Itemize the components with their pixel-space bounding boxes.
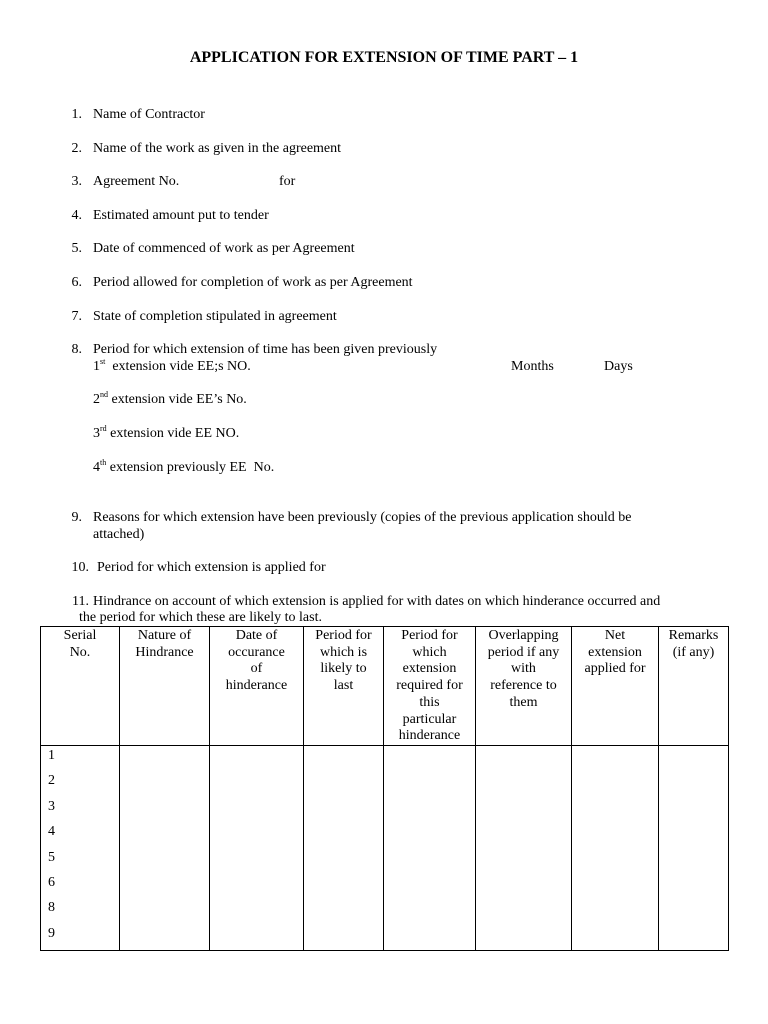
item-label-for: for [279, 174, 296, 189]
item-number: 7. [71, 309, 82, 324]
serial-number: 2 [48, 773, 55, 789]
extension-ordinal: 2 [93, 392, 100, 407]
item-number: 11. [72, 594, 89, 609]
extension-suffix: nd [100, 390, 108, 399]
item-number: 10. [71, 560, 89, 575]
extension-4 [93, 459, 274, 476]
table-header-row [41, 627, 729, 746]
serial-number: 8 [48, 900, 55, 916]
extension-ordinal: 1 [93, 359, 100, 374]
item-number: 5. [71, 241, 82, 256]
item-number: 6. [71, 275, 82, 290]
extension-suffix: rd [100, 424, 107, 433]
item-label: Estimated amount put to tender [93, 208, 269, 223]
days-label: Days [604, 359, 633, 374]
item-number: 9. [71, 510, 82, 525]
extension-suffix: th [100, 458, 107, 467]
item-label: Agreement No. [93, 174, 180, 189]
extension-label: extension previously EE No. [106, 460, 275, 475]
col-remarks: Remarks (if any) [659, 627, 729, 746]
item-label: State of completion stipulated in agreement [93, 309, 337, 324]
extension-label: extension vide EE NO. [106, 426, 240, 441]
blank-cell[interactable] [384, 746, 476, 951]
blank-cell[interactable] [659, 746, 729, 951]
item-number: 1. [71, 107, 82, 122]
table-body-row [41, 746, 729, 951]
item-label: Period for which extension of time has been given previously [93, 342, 438, 357]
blank-cell[interactable] [476, 746, 572, 951]
serial-number: 3 [48, 798, 55, 814]
item-label-cont: attached) [93, 527, 145, 542]
hindrance-table [40, 626, 729, 951]
extension-label: extension vide EE’s No. [108, 392, 247, 407]
extension-1 [93, 358, 251, 375]
blank-cell[interactable] [572, 746, 659, 951]
page-title: APPLICATION FOR EXTENSION OF TIME PART – 1 [189, 49, 579, 66]
col-date-of-occurance: Date of occurance of hinderance [210, 627, 304, 746]
item-number: 3. [71, 174, 82, 189]
extension-3 [93, 425, 239, 442]
item-number: 4. [71, 208, 82, 223]
item-label: Period for which extension is applied for [97, 560, 326, 575]
serial-number: 6 [48, 874, 55, 890]
extension-ordinal: 4 [93, 460, 100, 475]
extension-label: extension vide EE;s NO. [105, 359, 251, 374]
col-nature-of-hindrance: Nature of Hindrance [120, 627, 210, 746]
serial-number: 1 [48, 748, 55, 763]
item-label: Period allowed for completion of work as per Agreement [93, 275, 413, 290]
blank-cell[interactable] [210, 746, 304, 951]
item-label: Name of the work as given in the agreement [93, 141, 342, 156]
extension-2 [93, 391, 247, 408]
col-net-extension: Net extension applied for [572, 627, 659, 746]
col-serial-no: Serial No. [41, 627, 120, 746]
months-label: Months [511, 359, 554, 374]
item-label: Name of Contractor [93, 107, 205, 122]
item-number: 2. [71, 141, 82, 156]
item-label: Date of commenced of work as per Agreement [93, 241, 355, 256]
extension-suffix: st [100, 357, 106, 366]
serial-number: 5 [48, 849, 55, 865]
blank-cell[interactable] [120, 746, 210, 951]
serial-number: 4 [48, 824, 55, 840]
col-extension-required: Period for which extension required for this particular hinderance [384, 627, 476, 746]
item-label: Hindrance on account of which extension is applied for with dates on which hinderance occurred and [93, 594, 661, 609]
item-label: Reasons for which extension have been previously (copies of the previous application should be [93, 510, 632, 525]
extension-ordinal: 3 [93, 426, 100, 441]
item-label-cont: the period for which these are likely to last. [79, 610, 322, 625]
blank-cell[interactable] [304, 746, 384, 951]
serial-number: 9 [48, 925, 55, 941]
item-number: 8. [71, 342, 82, 357]
col-period-likely-to-last: Period for which is likely to last [304, 627, 384, 746]
serial-column [41, 746, 120, 951]
col-overlapping-period: Overlapping period if any with reference to them [476, 627, 572, 746]
